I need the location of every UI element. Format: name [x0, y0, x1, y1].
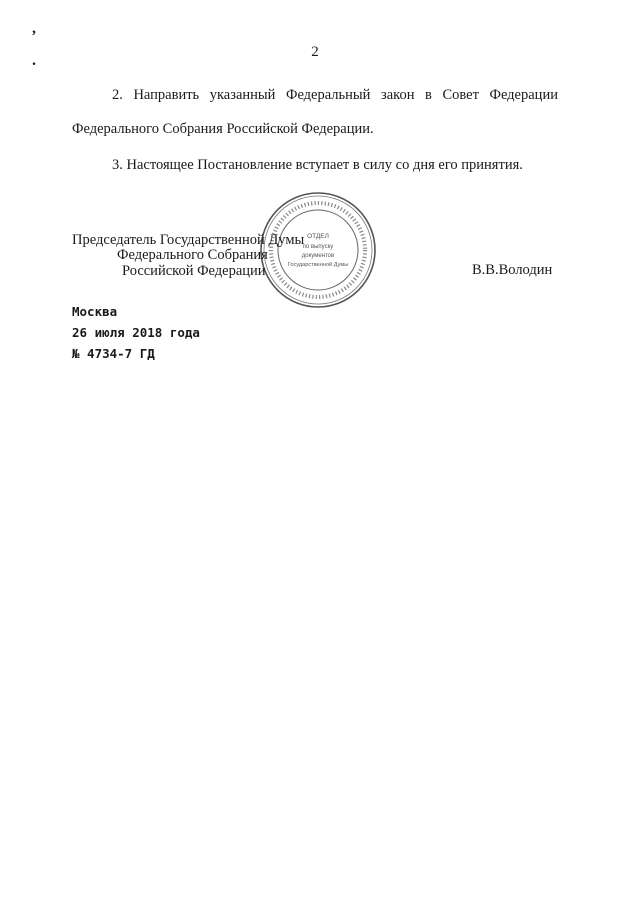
- page-number: 2: [311, 44, 319, 60]
- signatory-title-line-1: Председатель Государственной Думы: [72, 232, 305, 248]
- signatory-title-line-3: Российской Федерации: [122, 263, 266, 279]
- seal-text-line: Государственной Думы: [287, 262, 349, 268]
- footer-date: 26 июля 2018 года: [72, 325, 200, 340]
- margin-mark-comma: ,: [32, 20, 36, 37]
- word: указанный: [209, 87, 276, 103]
- footer-city: Москва: [72, 304, 118, 319]
- word: в: [425, 87, 432, 103]
- seal-text-line: ОТДЕЛ: [307, 233, 329, 240]
- signatory-title-line-2: Федерального Собрания: [117, 247, 268, 263]
- word: Направить: [133, 87, 200, 103]
- word: 2.: [112, 87, 123, 103]
- seal-text-line: по выпуску: [302, 244, 334, 250]
- signatory-name: В.В.Володин: [472, 262, 553, 278]
- footer-document-number: № 4734-7 ГД: [72, 346, 155, 361]
- word: Федеральный: [285, 87, 371, 103]
- margin-mark-dot: .: [32, 52, 36, 69]
- word: закон: [380, 87, 415, 103]
- word: Совет: [442, 87, 479, 103]
- paragraph-3: 3. Настоящее Постановление вступает в силу со дня его принятия.: [112, 157, 523, 173]
- seal-text-line: документов: [301, 253, 335, 259]
- paragraph-2-line-2: Федерального Собрания Российской Федерации.: [72, 121, 374, 137]
- word: Федерации: [489, 87, 558, 103]
- paragraph-2-line-1: [112, 88, 558, 103]
- official-seal-icon: [258, 190, 378, 310]
